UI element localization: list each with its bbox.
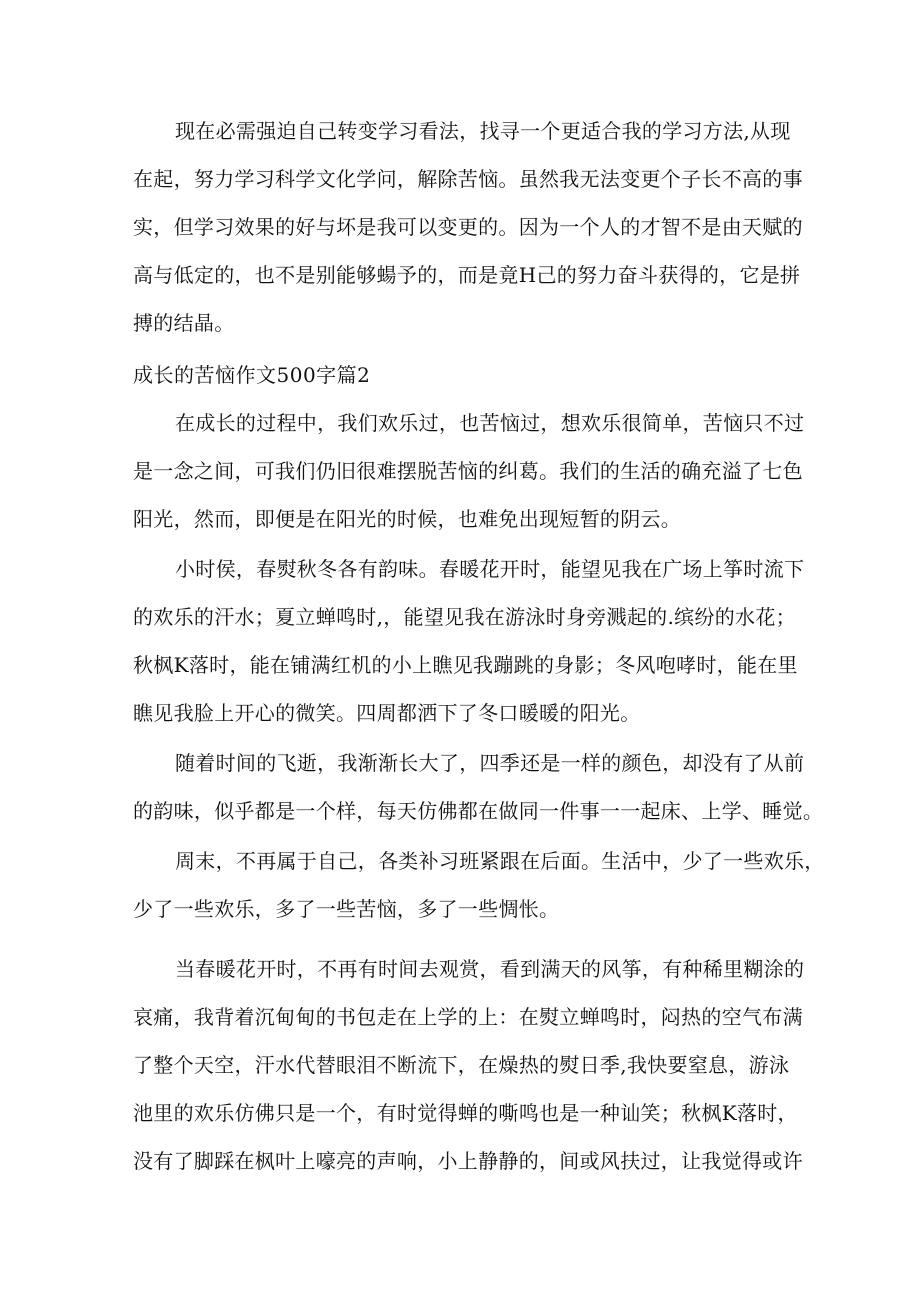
paragraph-6-line-4: 池里的欢乐仿佛只是一个，有时觉得蝉的嘶鸣也是一种讪笑；秋枫K落时， <box>133 1101 798 1125</box>
paragraph-3-line-3: 秋枫K落时，能在铺满红机的小上瞧见我蹦跳的身影；冬风咆哮时，能在里 <box>133 653 798 677</box>
paragraph-1-line-4: 高与低定的，也不是别能够蝪予的，而是竟H己的努力奋斗获得的，它是拼 <box>133 263 801 287</box>
paragraph-6-line-5: 没有了脚踩在枫叶上嚎亮的声响，小上静静的，间或风扶过，让我觉得或许 <box>133 1149 803 1173</box>
paragraph-3-line-2: 的欢乐的汗水；夏立蝉鸣时,，能望见我在游泳时身旁溅起的.缤纷的水花； <box>133 605 796 629</box>
paragraph-2-line-1: 在成长的过程中，我们欢乐过，也苦恼过，想欢乐很简单，苦恼只不过 <box>175 411 805 435</box>
paragraph-6-line-1: 当春暖花开时，不再有时间去观赏，看到满天的风筝，有种稀里糊涂的 <box>175 957 805 981</box>
paragraph-5-line-2: 少了一些欢乐，多了一些苦恼，多了一些惆怅。 <box>133 897 560 921</box>
paragraph-1-line-1: 现在必需强迫自己转变学习看法，找寻一个更适合我的学习方法,从现 <box>175 119 791 143</box>
paragraph-4-line-2: 的韵味，似乎都是一个样，每天仿佛都在做同一件事一一起床、上学、睡觉。 <box>133 799 824 823</box>
section-heading: 成长的苦恼作文500字篇2 <box>133 363 371 387</box>
paragraph-2-line-2: 是一念之间，可我们仍旧很难摆脱苦恼的纠葛。我们的生活的确充溢了七色 <box>133 459 803 483</box>
paragraph-1-line-5: 搏的结晶。 <box>133 311 235 335</box>
paragraph-3-line-4: 瞧见我脸上开心的微笑。四周都洒下了冬口暖暖的阳光。 <box>133 701 641 725</box>
paragraph-1-line-3: 实，但学习效果的好与坏是我可以变更的。因为一个人的才智不是由天赋的 <box>133 215 803 239</box>
paragraph-5-line-1: 周末，不再属于自己，各类补习班紧跟在后面。生活中，少了一些欢乐， <box>175 849 825 873</box>
paragraph-6-line-2: 哀痛，我背着沉甸甸的书包走在上学的上：在熨立蝉鸣时，闷热的空气布满 <box>133 1005 803 1029</box>
paragraph-1-line-2: 在起，努力学习科学文化学问，解除苦恼。虽然我无法变更个子长不高的事 <box>133 167 803 191</box>
paragraph-2-line-3: 阳光，然而，即便是在阳光的时候，也难免出现短暂的阴云。 <box>133 507 682 531</box>
paragraph-6-line-3: 了整个天空，汗水代替眼泪不断流下，在燥热的熨日季,我快要窒息，游泳 <box>133 1053 790 1077</box>
paragraph-3-line-1: 小时侯，春熨秋冬各有韵味。春暖花开时，能望见我在广场上筝时流下 <box>175 557 805 581</box>
paragraph-4-line-1: 随着时间的飞逝，我渐渐长大了，四季还是一样的颜色，却没有了从前 <box>175 751 805 775</box>
